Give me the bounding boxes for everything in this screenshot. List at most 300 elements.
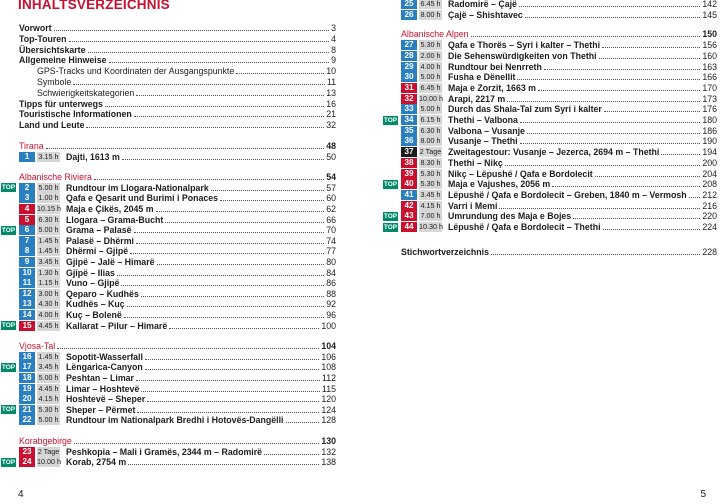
dot-leader <box>507 101 700 102</box>
top-badge: TOP <box>1 406 16 414</box>
entry-label: Maja e Vajushes, 2056 m <box>448 179 551 190</box>
dot-leader <box>491 254 700 255</box>
dot-leader <box>527 133 700 134</box>
tour-number-badge: 31 <box>401 83 417 93</box>
toc-entry[interactable] <box>19 34 336 44</box>
tour-duration: 8.00 h <box>420 9 441 19</box>
entry-label: Vusanje – Thethi <box>448 136 518 147</box>
tour-entry[interactable] <box>19 394 336 404</box>
entry-label: Tipps für unterwegs <box>19 98 103 109</box>
tour-entry[interactable] <box>401 222 717 232</box>
tour-entry[interactable] <box>19 246 336 256</box>
dot-leader <box>661 154 700 155</box>
entry-label: Hoshtevë – Sheper <box>66 394 146 405</box>
tour-duration: 3.00 h <box>38 288 59 298</box>
entry-label: Varri i Memi <box>448 200 498 211</box>
entry-page-number: 150 <box>702 29 717 40</box>
tour-duration: 1.30 h <box>38 267 59 277</box>
tour-duration: 2 Tage <box>419 147 442 157</box>
entry-label: Schwierigkeitskategorien <box>37 87 135 98</box>
tour-duration: 1.15 h <box>38 278 59 288</box>
tour-number-badge: 3 <box>19 193 35 203</box>
tour-entry[interactable] <box>401 169 717 179</box>
tour-duration: 10.30 h <box>419 222 443 231</box>
tour-duration: 5.30 h <box>420 168 441 178</box>
entry-label: Peshtan – Limar <box>66 373 134 383</box>
dot-leader <box>264 454 319 455</box>
page-number-left: 4 <box>18 489 24 500</box>
entry-label: Thethi – Nikç <box>448 157 503 168</box>
dot-leader <box>525 17 701 18</box>
entry-label: Rundtour im Llogara-Nationalpark <box>66 182 209 193</box>
entry-label: Top-Touren <box>19 33 67 44</box>
entry-label: Vorwort <box>19 23 52 33</box>
tour-entry[interactable] <box>19 457 336 467</box>
entry-page-number: 86 <box>326 278 336 289</box>
entry-page-number: 100 <box>321 320 336 331</box>
tour-number-badge: 33 <box>401 104 417 114</box>
entry-label: Touristische Informationen <box>19 109 132 120</box>
tour-number-badge: 1 <box>19 152 35 162</box>
tour-entry[interactable] <box>401 211 717 221</box>
right-page <box>360 0 720 504</box>
tour-entry[interactable] <box>401 115 717 125</box>
tour-entry[interactable] <box>401 51 717 61</box>
tour-entry[interactable] <box>19 236 336 246</box>
dot-leader <box>552 186 700 187</box>
entry-page-number: 92 <box>326 299 336 310</box>
tour-number-badge: 13 <box>19 299 35 309</box>
dot-leader <box>134 116 324 117</box>
tour-number-badge: 14 <box>19 310 35 320</box>
tour-entry[interactable] <box>401 72 717 82</box>
entry-page-number: 108 <box>321 362 336 373</box>
tour-entry[interactable] <box>401 147 717 157</box>
tour-number-badge: 5 <box>19 215 35 225</box>
entry-page-number: 88 <box>326 288 336 299</box>
dot-leader <box>602 47 700 48</box>
tour-duration: 2 Tage <box>37 446 60 456</box>
tour-number-badge: 7 <box>19 236 35 246</box>
tour-number-badge: 18 <box>19 373 35 383</box>
entry-label: Nikç – Lëpushë / Qafa e Bordolecit <box>448 168 593 179</box>
entry-page-number: 57 <box>326 182 336 193</box>
tour-number-badge: 6 <box>19 225 35 235</box>
tour-number-badge: 43 <box>401 211 417 221</box>
entry-label: Vjosa-Tal <box>19 341 56 352</box>
tour-number-badge: 17 <box>19 362 35 372</box>
entry-label: Übersichtskarte <box>19 44 86 55</box>
dot-leader <box>505 165 701 166</box>
tour-entry[interactable] <box>19 405 336 415</box>
entry-label: Limar – Hoshtevë <box>66 383 140 394</box>
tour-entry[interactable] <box>401 179 717 189</box>
toc-entry[interactable] <box>19 88 336 98</box>
top-badge: TOP <box>1 184 16 192</box>
tour-number-badge: 4 <box>19 204 35 214</box>
entry-label: Kudhës – Kuç <box>66 299 125 310</box>
tour-duration: 5.30 h <box>420 179 441 189</box>
toc-entry[interactable] <box>19 109 336 119</box>
entry-page-number: 180 <box>702 115 717 125</box>
tour-entry[interactable] <box>19 225 336 235</box>
dot-leader <box>94 179 324 180</box>
entry-page-number: 80 <box>326 257 336 267</box>
tour-duration: 3.45 h <box>38 257 59 266</box>
tour-number-badge: 27 <box>401 40 417 50</box>
entry-page-number: 142 <box>702 0 717 9</box>
toc-entry[interactable] <box>401 247 717 257</box>
toc-entry[interactable] <box>19 66 336 76</box>
tour-duration: 5.00 h <box>38 373 59 382</box>
entry-page-number: 66 <box>326 214 336 225</box>
dot-leader <box>520 143 701 144</box>
tour-duration: 10.15 h <box>37 204 61 213</box>
dot-leader <box>141 296 324 297</box>
tour-number-badge: 16 <box>19 352 35 362</box>
entry-label: Vuno – Gjipë <box>66 278 120 289</box>
entry-label: Rundtour bei Nenrreth <box>448 61 542 72</box>
tour-duration: 5.30 h <box>420 40 441 50</box>
tour-entry[interactable] <box>401 136 717 146</box>
tour-number-badge: 20 <box>19 394 35 404</box>
entry-page-number: 70 <box>326 225 336 236</box>
tour-duration: 5.00 h <box>38 225 59 235</box>
entry-page-number: 115 <box>321 383 336 394</box>
top-badge: TOP <box>383 223 398 231</box>
tour-number-badge: 42 <box>401 201 417 211</box>
top-badge: TOP <box>1 363 16 371</box>
toc-entry[interactable] <box>19 120 336 130</box>
entry-page-number: 212 <box>702 189 717 200</box>
dot-leader <box>220 200 324 201</box>
tour-entry[interactable] <box>19 152 336 162</box>
tour-number-badge: 19 <box>19 384 35 394</box>
dot-leader <box>471 36 701 37</box>
entry-label: Valbona – Vusanje <box>448 125 525 136</box>
entry-page-number: 228 <box>702 246 717 257</box>
dot-leader <box>147 401 319 402</box>
toc-entry[interactable] <box>19 23 336 33</box>
tour-entry[interactable] <box>401 83 717 93</box>
entry-label: Dhërmi – Gjipë <box>66 246 129 257</box>
tour-duration: 3.45 h <box>420 189 441 199</box>
tour-number-badge: 29 <box>401 62 417 72</box>
entry-page-number: 48 <box>326 141 336 151</box>
entry-label: Sheper – Përmet <box>66 404 136 415</box>
tour-entry[interactable] <box>19 299 336 309</box>
tour-number-badge: 15 <box>19 321 35 331</box>
tour-number-badge: 10 <box>19 268 35 278</box>
tour-entry[interactable] <box>401 40 717 50</box>
entry-label: Radomirë – Çajë <box>448 0 517 9</box>
entry-label: Durch das Shala-Tal zum Syri i kalter <box>448 104 602 115</box>
tour-entry[interactable] <box>19 415 336 425</box>
entry-page-number: 176 <box>702 104 717 115</box>
entry-page-number: 10 <box>326 66 336 77</box>
entry-page-number: 16 <box>326 98 336 109</box>
entry-page-number: 224 <box>702 222 717 232</box>
toc-entry[interactable] <box>19 99 336 109</box>
entry-page-number: 106 <box>321 351 336 362</box>
entry-page-number: 104 <box>321 341 336 352</box>
tour-entry[interactable] <box>19 384 336 394</box>
entry-page-number: 124 <box>321 404 336 415</box>
tour-number-badge: 25 <box>401 0 417 9</box>
entry-label: Albanische Alpen <box>401 29 469 40</box>
tour-entry[interactable] <box>401 104 717 114</box>
tour-entry[interactable] <box>19 257 336 267</box>
dot-leader <box>169 328 319 329</box>
tour-duration: 7.00 h <box>420 211 441 221</box>
entry-page-number: 77 <box>326 246 336 257</box>
entry-label: Maja e Çikës, 2045 m <box>66 204 154 214</box>
entry-page-number: 62 <box>326 204 336 214</box>
dot-leader <box>57 348 319 349</box>
tour-entry[interactable] <box>19 362 336 372</box>
entry-page-number: 163 <box>702 61 717 72</box>
entry-label: Allgemeine Hinweise <box>19 55 107 66</box>
entry-label: Lëpushë / Qafa e Bordolecit – Greben, 1840 m – Vermosh <box>448 189 687 200</box>
tour-number-badge: 41 <box>401 190 417 200</box>
tour-duration: 1.00 h <box>38 193 59 203</box>
tour-entry[interactable] <box>401 0 717 9</box>
tour-entry[interactable] <box>19 278 336 288</box>
entry-page-number: 160 <box>702 50 717 61</box>
dot-leader <box>519 6 700 7</box>
tour-number-badge: 23 <box>19 447 35 457</box>
top-badge: TOP <box>1 322 16 330</box>
toc-entry[interactable] <box>19 55 336 65</box>
tour-duration: 5.00 h <box>38 415 59 425</box>
dot-leader <box>137 412 319 413</box>
tour-number-badge: 21 <box>19 405 35 415</box>
tour-entry[interactable] <box>401 10 717 20</box>
tour-number-badge: 34 <box>401 115 417 125</box>
entry-page-number: 216 <box>702 200 717 211</box>
tour-duration: 8.00 h <box>420 136 441 146</box>
dot-leader <box>141 391 320 392</box>
tour-duration: 4.45 h <box>38 383 59 393</box>
tour-entry[interactable] <box>401 201 717 211</box>
entry-label: Grama – Palasë <box>66 225 132 236</box>
entry-label: Qeparo – Kudhës <box>66 288 139 299</box>
tour-entry[interactable] <box>401 94 717 104</box>
entry-label: Korabgebirge <box>19 436 72 446</box>
tour-entry[interactable] <box>19 289 336 299</box>
entry-page-number: 54 <box>326 172 336 183</box>
dot-leader <box>603 229 701 230</box>
entry-page-number: 204 <box>702 168 717 179</box>
dot-leader <box>69 41 330 42</box>
tour-duration: 6.30 h <box>420 125 441 135</box>
dot-leader <box>165 222 324 223</box>
entry-label: Tirana <box>19 141 44 151</box>
entry-page-number: 128 <box>321 415 336 426</box>
entry-label: Symbole <box>37 77 72 87</box>
page-number-right: 5 <box>700 489 706 500</box>
entry-page-number: 4 <box>331 33 336 44</box>
dot-leader <box>124 317 324 318</box>
tour-duration: 4.30 h <box>38 299 59 309</box>
tour-number-badge: 30 <box>401 72 417 82</box>
dot-leader <box>86 127 324 128</box>
top-badge: TOP <box>383 116 398 124</box>
tour-number-badge: 8 <box>19 246 35 256</box>
top-badge: TOP <box>1 458 16 466</box>
entry-label: Lëpushë / Qafa e Bordolecit – Thethi <box>448 222 601 232</box>
dot-leader <box>544 69 700 70</box>
region-entry[interactable] <box>19 172 336 182</box>
tour-entry[interactable] <box>19 447 336 457</box>
entry-label: Peshkopia – Mali i Gramës, 2344 m – Radomirë <box>66 446 263 457</box>
dot-leader <box>127 306 325 307</box>
tour-entry[interactable] <box>19 373 336 383</box>
dot-leader <box>156 211 325 212</box>
entry-label: Gjipë – Jalë – Himarë <box>66 257 155 267</box>
tour-duration: 4.00 h <box>420 61 441 71</box>
entry-page-number: 21 <box>326 109 336 120</box>
entry-label: Llogara – Grama-Bucht <box>66 214 164 225</box>
page-title: INHALTSVERZEICHNIS <box>18 0 170 12</box>
tour-number-badge: 44 <box>401 222 417 232</box>
entry-label: Palasë – Dhërmi <box>66 235 134 246</box>
entry-label: Qafa e Thorës – Syri i kalter – Thethi <box>448 40 601 51</box>
dot-leader <box>211 190 324 191</box>
entry-label: Rundtour im Nationalpark Bredhi i Hotovës-Dangëlli <box>66 415 284 426</box>
tour-number-badge: 26 <box>401 10 417 20</box>
tour-duration: 8.30 h <box>420 157 441 167</box>
entry-page-number: 11 <box>326 77 336 87</box>
entry-page-number: 13 <box>326 87 336 98</box>
tour-duration: 5.30 h <box>38 404 59 414</box>
dot-leader <box>573 218 700 219</box>
tour-entry[interactable] <box>401 126 717 136</box>
dot-leader <box>145 369 320 370</box>
dot-leader <box>105 106 324 107</box>
entry-page-number: 220 <box>702 211 717 222</box>
toc-entry[interactable] <box>19 77 336 87</box>
entry-page-number: 74 <box>326 235 336 246</box>
tour-entry[interactable] <box>401 158 717 168</box>
dot-leader <box>136 243 324 244</box>
entry-label: Maja e Zorzit, 1663 m <box>448 82 537 93</box>
dot-leader <box>236 73 324 74</box>
tour-duration: 1.45 h <box>38 235 59 245</box>
entry-page-number: 173 <box>702 93 717 104</box>
tour-duration: 3.15 h <box>38 151 59 161</box>
dot-leader <box>109 62 330 63</box>
entry-page-number: 200 <box>702 157 717 168</box>
tour-entry[interactable] <box>19 204 336 214</box>
dot-leader <box>117 275 324 276</box>
region-entry[interactable] <box>19 341 336 351</box>
entry-page-number: 194 <box>702 147 717 158</box>
entry-label: Lëngarica-Canyon <box>66 362 143 373</box>
tour-duration: 1.45 h <box>38 351 59 361</box>
dot-leader <box>46 148 325 149</box>
dot-leader <box>54 30 330 31</box>
entry-label: GPS-Tracks und Koordinaten der Ausgangspunkte <box>37 66 235 77</box>
region-entry[interactable] <box>19 436 336 446</box>
entry-label: Çajë – Shishtavec <box>448 9 523 20</box>
tour-number-badge: 12 <box>19 289 35 299</box>
tour-duration: 6.45 h <box>420 0 441 8</box>
tour-number-badge: 11 <box>19 278 35 288</box>
dot-leader <box>689 197 701 198</box>
dot-leader <box>73 84 325 85</box>
tour-entry[interactable] <box>19 268 336 278</box>
entry-label: Gjipë – Ilias <box>66 267 115 278</box>
dot-leader <box>517 79 700 80</box>
region-entry[interactable] <box>401 29 717 39</box>
tour-duration: 4.15 h <box>420 200 441 210</box>
dot-leader <box>599 58 701 59</box>
dot-leader <box>136 380 320 381</box>
tour-duration: 5.00 h <box>420 72 441 82</box>
tour-number-badge: 39 <box>401 169 417 179</box>
entry-label: Stichwortverzeichnis <box>401 246 489 257</box>
dot-leader <box>134 232 325 233</box>
tour-entry[interactable] <box>19 352 336 362</box>
entry-page-number: 132 <box>321 446 336 457</box>
tour-duration: 5.00 h <box>38 182 59 192</box>
tour-entry[interactable] <box>19 215 336 225</box>
dot-leader <box>538 90 700 91</box>
entry-page-number: 3 <box>331 23 336 33</box>
entry-label: Dajti, 1613 m <box>66 151 120 162</box>
tour-entry[interactable] <box>19 310 336 320</box>
tour-number-badge: 28 <box>401 51 417 61</box>
entry-page-number: 84 <box>326 267 336 278</box>
entry-label: Qafa e Qesarit und Burimi i Ponaces <box>66 193 219 204</box>
tour-entry[interactable] <box>19 183 336 193</box>
entry-page-number: 130 <box>321 436 336 446</box>
region-entry[interactable] <box>19 141 336 151</box>
tour-number-badge: 37 <box>401 147 417 157</box>
dot-leader <box>128 464 319 465</box>
entry-page-number: 190 <box>702 136 717 147</box>
tour-duration: 6.30 h <box>38 214 59 224</box>
tour-entry[interactable] <box>401 62 717 72</box>
entry-page-number: 96 <box>326 310 336 320</box>
entry-label: Fusha e Dënellit <box>448 72 516 83</box>
tour-number-badge: 22 <box>19 415 35 425</box>
tour-duration: 3.45 h <box>38 362 59 372</box>
entry-label: Arapi, 2217 m <box>448 93 506 104</box>
dot-leader <box>145 359 319 360</box>
top-badge: TOP <box>383 212 398 220</box>
dot-leader <box>136 95 324 96</box>
toc-entry[interactable] <box>19 45 336 55</box>
tour-number-badge: 35 <box>401 126 417 136</box>
tour-entry[interactable] <box>19 193 336 203</box>
dot-leader <box>286 422 320 423</box>
entry-page-number: 170 <box>702 82 717 93</box>
entry-page-number: 60 <box>326 193 336 204</box>
tour-duration: 4.45 h <box>38 320 59 330</box>
entry-page-number: 166 <box>702 72 717 83</box>
dot-leader <box>520 122 700 123</box>
tour-duration: 1.45 h <box>38 246 59 256</box>
tour-duration: 4.00 h <box>38 310 59 319</box>
entry-label: Thethi – Valbona <box>448 115 518 125</box>
entry-label: Kallarat – Pilur – Himarë <box>66 320 168 331</box>
tour-entry[interactable] <box>401 190 717 200</box>
tour-entry[interactable] <box>19 321 336 331</box>
entry-page-number: 112 <box>321 373 336 383</box>
tour-duration: 10.00 h <box>419 93 443 103</box>
